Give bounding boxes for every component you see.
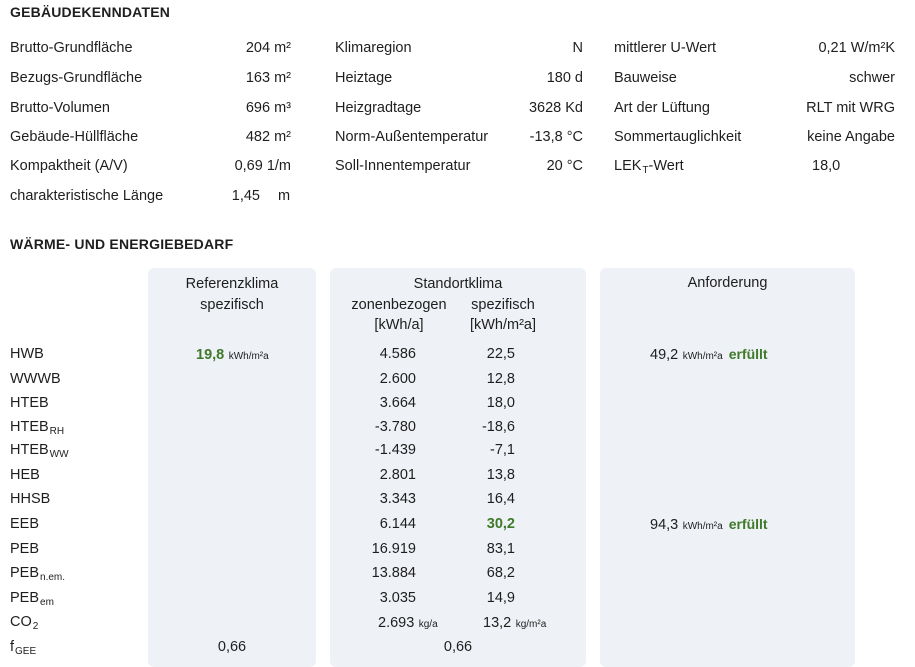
kennwert-value: 18,0 [812,158,841,174]
kennwert-label: Kompaktheit (A/V) [10,158,128,174]
zonen-value: 2.801 [379,467,416,483]
header-spezifisch: spezifisch [471,297,535,313]
status-erfuellt: erfüllt [728,346,768,362]
header-referenzklima-spezifisch: spezifisch [200,297,264,313]
row-label-sub: em [40,597,54,608]
zonen-value: 13.884 [371,565,416,581]
header-spezifisch-unit: [kWh/m²a] [469,317,537,333]
kennwert-label: Klimaregion [335,40,412,56]
spez-value: 30,2 [486,516,515,532]
hwb-anforderung [650,346,768,364]
row-label-co2 [10,614,38,632]
hwb-referenz [196,346,269,364]
kennwert-value: keine Angabe [807,129,895,145]
row-label-hteb-rh [10,419,64,437]
zonen-value: 4.586 [379,346,416,362]
row-label-main: f [10,639,15,655]
hwb-referenz-value: 19,8 [196,347,225,363]
row-label-hhsb: HHSB [10,491,51,507]
spez-value: 68,2 [486,565,515,581]
kennwert-value: 163 m² [245,70,291,86]
kennwert-value: N [572,40,583,56]
kennwert-value: 696 m³ [245,100,291,116]
header-standortklima: Standortklima [413,276,503,292]
kennwert-value: 204 m² [245,40,291,56]
kennwert-label: Heizgradtage [335,100,422,116]
zonen-value: 3.035 [379,590,416,606]
status-erfuellt: erfüllt [728,516,768,532]
row-label-heb: HEB [10,467,40,483]
kennwert-value: 180 d [546,70,583,86]
anforderung-unit: kWh/m²a [682,351,723,362]
row-label-fgee [10,639,36,657]
kennwert-value: 0,69 1/m [234,158,291,174]
lek-label-sub: T [642,165,649,176]
row-label-peb: PEB [10,541,40,557]
kennwert-value: -13,8 °C [529,129,583,145]
kennwert-label: mittlerer U-Wert [614,40,717,56]
spez-value: 14,9 [486,590,515,606]
zonen-value: 2.693 [378,615,415,631]
hwb-referenz-unit: kWh/m²a [228,351,269,362]
lek-label-suffix: -Wert [648,158,684,174]
kennwert-unit: m [278,188,291,204]
kennwert-value: 482 m² [245,129,291,145]
zonen-value: 16.919 [371,541,416,557]
section-title-energiebedarf: WÄRME- UND ENERGIEBEDARF [10,236,234,252]
kennwert-value: 20 °C [546,158,583,174]
kennwert-label: Bauweise [614,70,677,86]
fgee-standort-value: 0,66 [443,639,473,655]
co2-spez [483,614,546,632]
kennwert-label: Sommertauglichkeit [614,129,742,145]
row-label-sub: 2 [32,621,39,632]
kennwert-value: schwer [849,70,895,86]
row-label-main: CO [10,614,32,630]
anforderung-unit: kWh/m²a [682,521,723,532]
header-zonenbezogen: zonenbezogen [351,297,447,313]
row-label-hteb: HTEB [10,395,49,411]
spez-value: 22,5 [486,346,515,362]
zonen-value: 3.664 [379,395,416,411]
kennwert-label: Soll-Innentemperatur [335,158,471,174]
spez-value: -18,6 [481,419,515,435]
zonen-value: -1.439 [374,442,416,458]
row-label-hteb-ww [10,442,69,460]
zonen-value: 2.600 [379,371,416,387]
row-label-sub: RH [49,426,65,437]
kennwert-label: Art der Lüftung [614,100,710,116]
zonen-unit: kg/a [418,619,438,630]
zonen-value: 3.343 [379,491,416,507]
kennwert-label: Bezugs-Grundfläche [10,70,143,86]
zonen-value: -3.780 [374,419,416,435]
kennwert-label: Brutto-Grundfläche [10,40,133,56]
spez-value: 12,8 [486,371,515,387]
co2-zonen [378,614,438,632]
row-label-eeb: EEB [10,516,40,532]
row-label-main: HTEB [10,419,49,435]
kennwert-label: Norm-Außentemperatur [335,129,489,145]
spez-unit: kg/m²a [515,619,547,630]
row-label-sub: WW [49,449,69,460]
row-label-main: PEB [10,590,40,606]
zonen-value: 6.144 [379,516,416,532]
row-label-main: HTEB [10,442,49,458]
kennwert-label: Gebäude-Hüllfläche [10,129,139,145]
row-label-sub: GEE [15,646,37,657]
header-zonenbezogen-unit: [kWh/a] [374,317,424,333]
spez-value: -7,1 [490,442,515,458]
kennwert-value: 0,21 W/m²K [818,40,895,56]
row-label-sub: n.em. [40,572,66,583]
spez-value: 13,2 [483,615,512,631]
row-label-peb-n-em [10,565,65,583]
fgee-referenz-value: 0,66 [217,639,247,655]
kennwert-label: Heiztage [335,70,393,86]
spez-value: 13,8 [486,467,515,483]
row-label-wwwb: WWWB [10,371,61,387]
referenzklima-panel [148,268,316,667]
row-label-peb-em [10,590,54,608]
header-referenzklima: Referenzklima [185,276,279,292]
lek-wert-label [614,158,684,176]
spez-value: 16,4 [486,491,515,507]
row-label-hwb: HWB [10,346,44,362]
kennwert-value: 3628 Kd [528,100,583,116]
section-title-gebaeudekenndaten: GEBÄUDEKENNDATEN [10,4,171,20]
kennwert-value: RLT mit WRG [806,100,895,116]
row-label-main: PEB [10,565,40,581]
kennwert-label: Brutto-Volumen [10,100,110,116]
lek-label-main: LEK [614,158,642,174]
kennwert-value: 1,45 [231,188,260,204]
eeb-anforderung [650,516,768,534]
header-anforderung: Anforderung [687,275,768,291]
spez-value: 18,0 [486,395,515,411]
kennwert-label: charakteristische Länge [10,188,164,204]
anforderung-value: 49,2 [650,347,679,363]
spez-value: 83,1 [486,541,515,557]
anforderung-panel [600,268,855,667]
anforderung-value: 94,3 [650,517,679,533]
